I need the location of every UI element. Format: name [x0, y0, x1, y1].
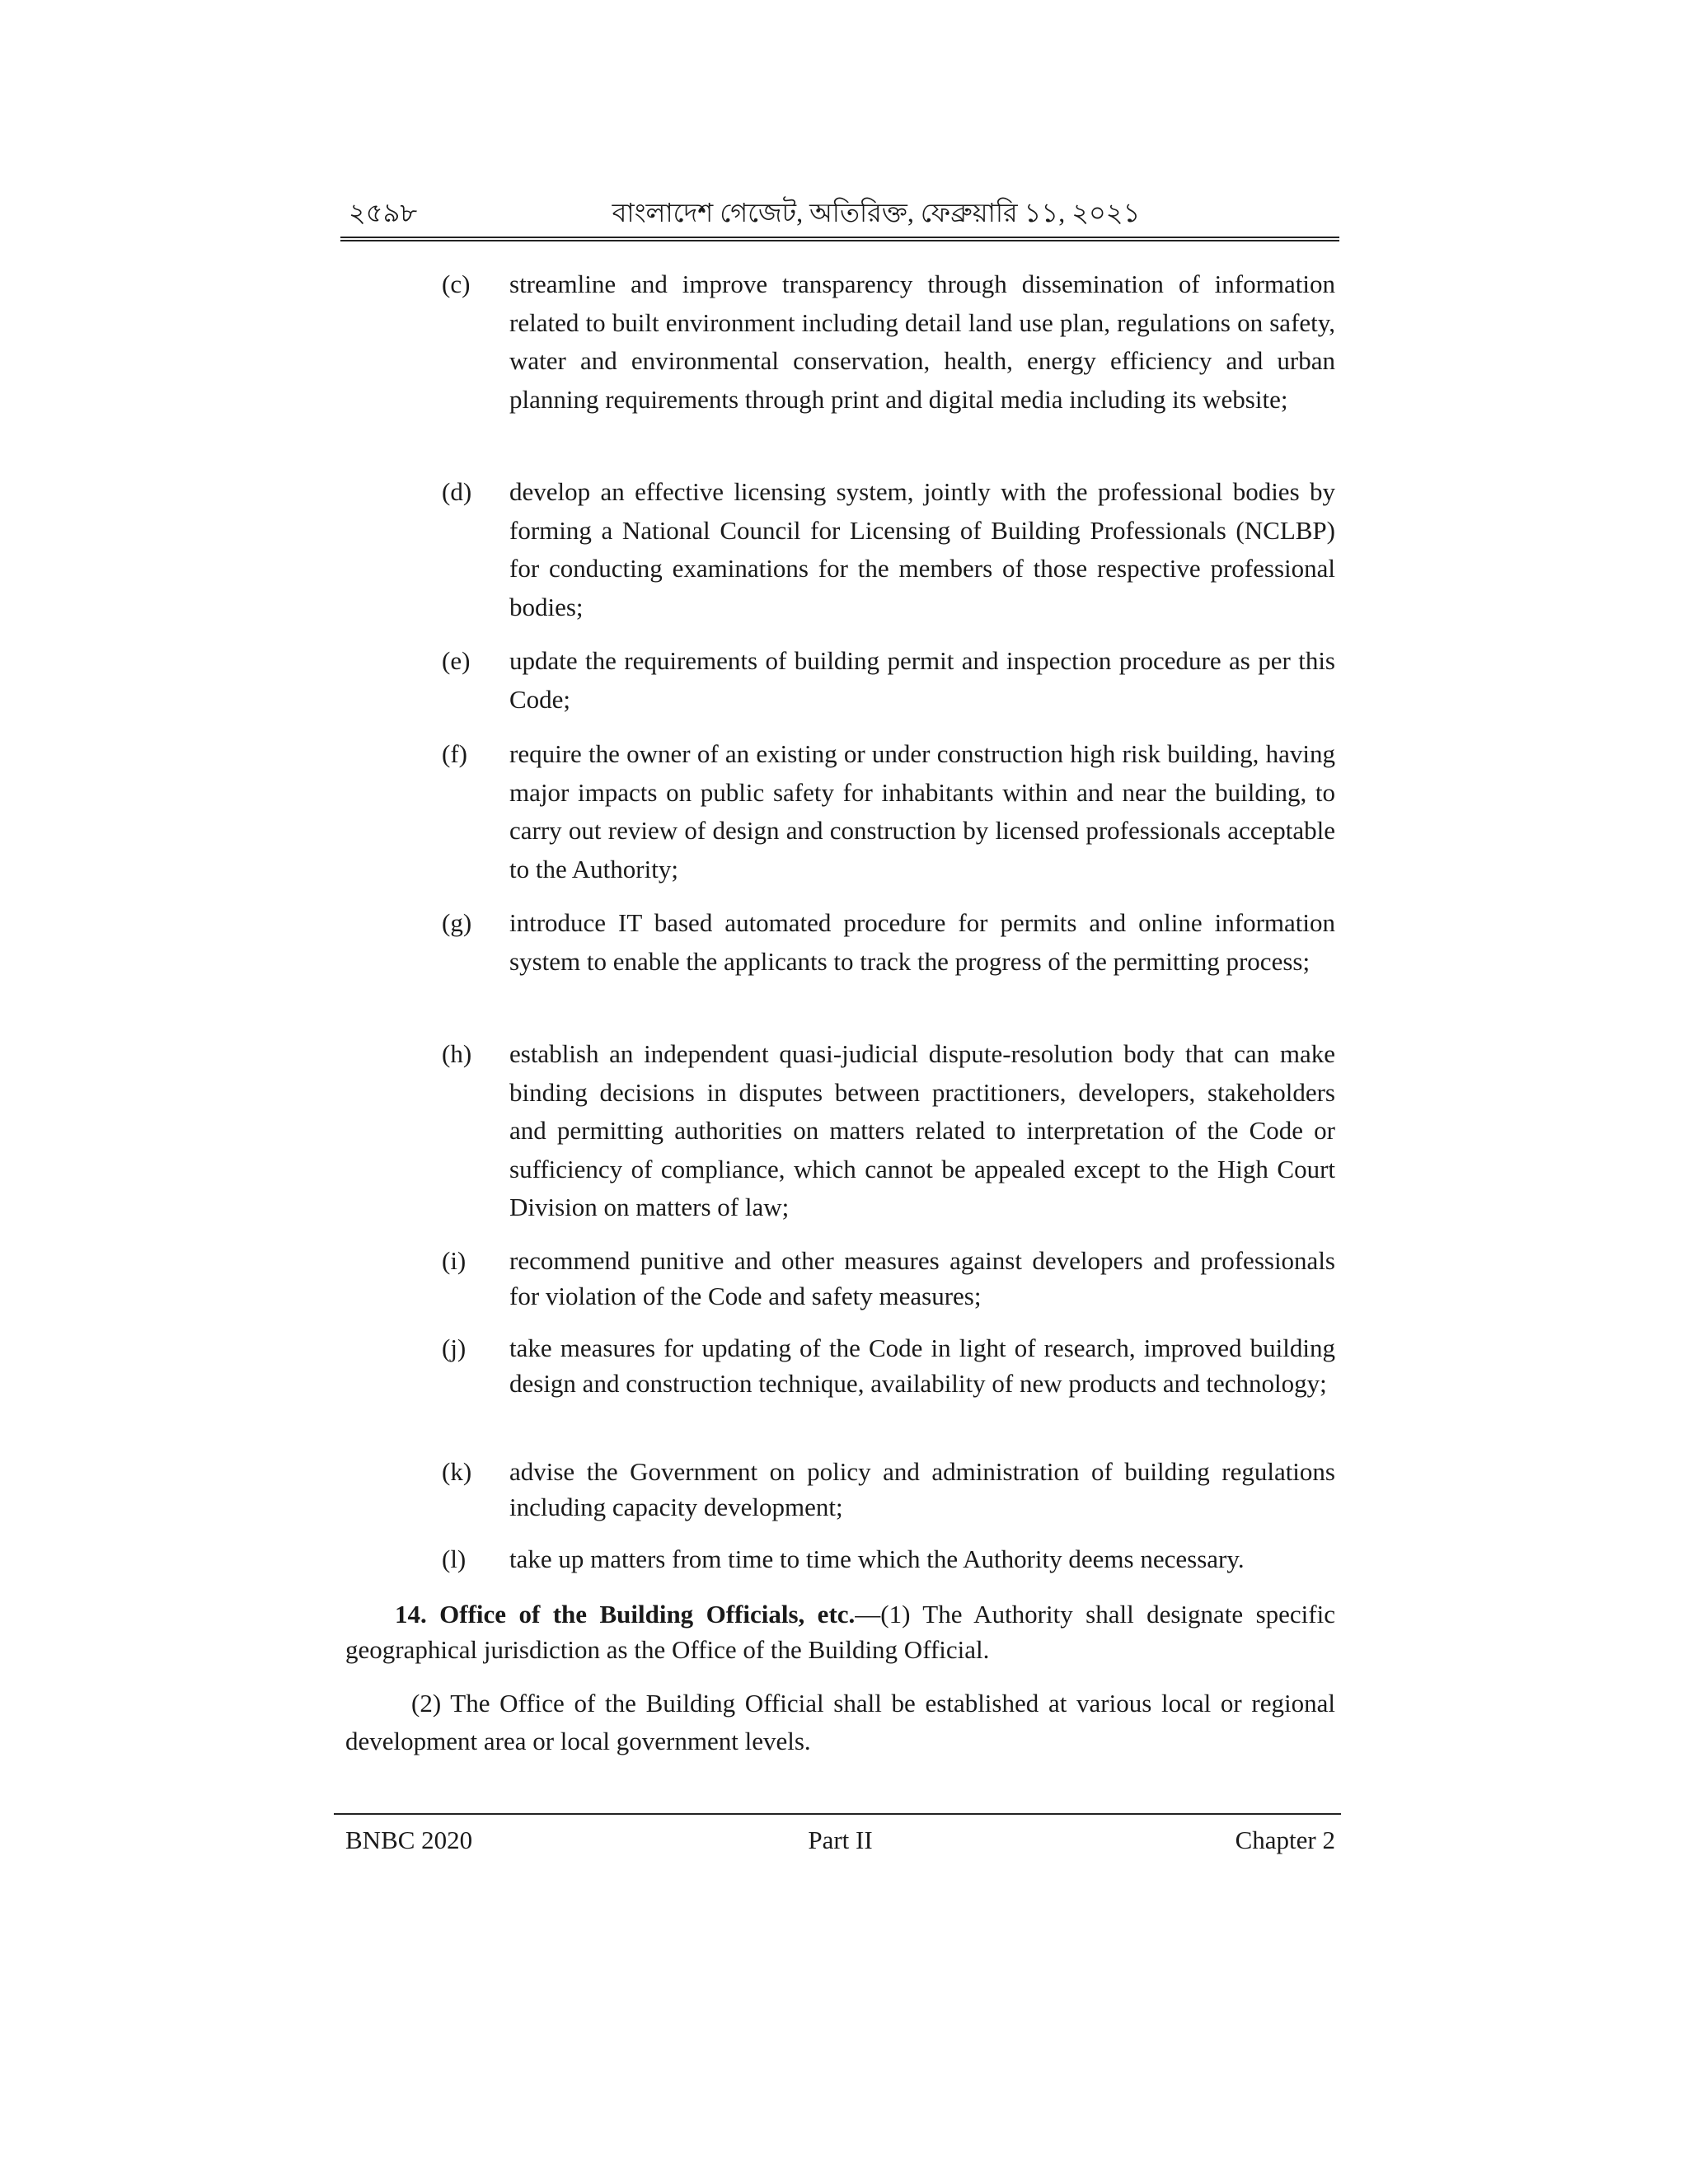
section-14-paragraph-1 [345, 1596, 1335, 1667]
item-text: take measures for updating of the Code in light of research, improved building design and construction technique, availability of new products and technology; [509, 1333, 1335, 1398]
page-footer [345, 1824, 1335, 1857]
footer-chapter: Chapter 2 [1235, 1825, 1335, 1854]
gazette-title: বাংলাদেশ গেজেট, অতিরিক্ত, ফেব্রুয়ারি ১১, ২০২১ [612, 198, 1141, 227]
section-body: (1) The Authority shall designate specific geographical jurisdiction as the Office of the Building Official. [345, 1600, 1335, 1664]
page-header [340, 196, 1339, 229]
item-label: (i) [442, 1246, 467, 1275]
item-label: (h) [442, 1039, 472, 1068]
header-rule [340, 237, 1339, 241]
page-number: ২৫৯৮ [349, 198, 418, 227]
item-label: (j) [442, 1333, 467, 1362]
footer-code: BNBC 2020 [345, 1825, 473, 1854]
item-text: advise the Government on policy and administration of building regulations including capacity development; [509, 1457, 1335, 1521]
item-label: (d) [442, 477, 472, 506]
footer-part: Part II [808, 1825, 873, 1854]
item-label: (l) [442, 1544, 467, 1573]
item-label: (g) [442, 908, 472, 937]
item-label: (c) [442, 269, 471, 298]
item-text: require the owner of an existing or under construction high risk building, having major impacts on public safety for inhabitants within and near the building, to carry out review of design and construction by licensed professionals acceptable to the Authority; [509, 739, 1335, 883]
section-14-paragraph-2: (2) The Office of the Building Official shall be established at various local or regional development area or local government levels. [345, 1689, 1335, 1755]
item-text: update the requirements of building permit and inspection procedure as per this Code; [509, 646, 1335, 714]
em-dash: — [855, 1600, 881, 1629]
item-text: develop an effective licensing system, jointly with the professional bodies by forming a National Council for Licensing of Building Professionals (NCLBP) for conducting examinations for the members of those respective professional bodies; [509, 477, 1335, 621]
item-label: (f) [442, 739, 467, 768]
item-text: establish an independent quasi-judicial dispute-resolution body that can make binding decisions in disputes between practitioners, developers, stakeholders and permitting authorities on matters related to interpretation of the Code or sufficiency of compliance, which cannot be appealed except to the High Court Division on matters of law; [509, 1039, 1335, 1222]
footer-rule [334, 1813, 1341, 1815]
item-text: introduce IT based automated procedure for permits and online information system to enable the applicants to track the progress of the permitting process; [509, 908, 1335, 976]
item-text: streamline and improve transparency through dissemination of information related to built environment including detail land use plan, regulations on safety, water and environmental conservation, health, energy efficiency and urban planning requirements through print and digital media including its website; [509, 269, 1335, 414]
item-text: take up matters from time to time which the Authority deems necessary. [509, 1544, 1245, 1573]
item-text: recommend punitive and other measures against developers and professionals for violation of the Code and safety measures; [509, 1246, 1335, 1310]
item-label: (e) [442, 646, 471, 675]
item-label: (k) [442, 1457, 472, 1486]
section-heading: 14. Office of the Building Officials, etc. [395, 1600, 856, 1629]
